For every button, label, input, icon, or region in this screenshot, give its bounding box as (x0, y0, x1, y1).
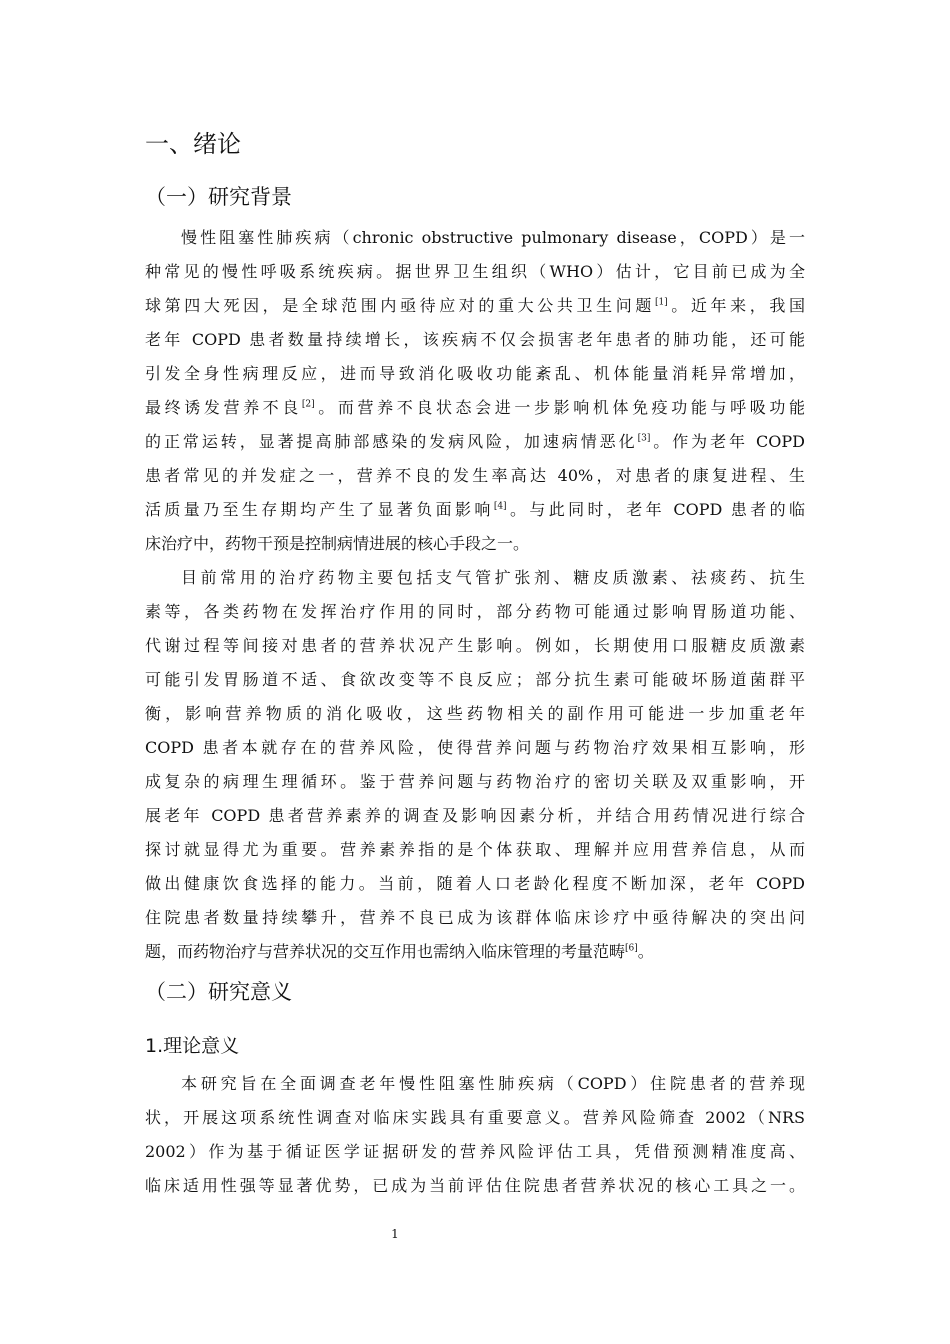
text-line: COPD 患者本就存在的营养风险，使得营养问题与药物治疗效果相互影响，形 (145, 738, 805, 757)
paragraph-background-1 (145, 221, 805, 561)
citation-ref: [1] (654, 297, 668, 308)
document-page (145, 0, 805, 1344)
text-line: 患者常见的并发症之一，营养不良的发生率高达 40%，对患者的康复进程、生 (145, 466, 805, 485)
text-line: 活质量乃至生存期均产生了显著负面影响[4]。与此同时，老年 COPD 患者的临 (145, 500, 805, 519)
citation-ref: [3] (637, 433, 651, 444)
text-line: 的正常运转，显著提高肺部感染的发病风险，加速病情恶化[3]。作为老年 COPD (145, 432, 805, 451)
text-line: 展老年 COPD 患者营养素养的调查及影响因素分析，并结合用药情况进行综合 (145, 806, 805, 825)
text-line: 球第四大死因，是全球范围内亟待应对的重大公共卫生问题[1]。近年来，我国 (145, 296, 805, 315)
text-line: 做出健康饮食选择的能力。当前，随着人口老龄化程度不断加深，老年 COPD (145, 874, 805, 893)
text-line: 题，而药物治疗与营养状况的交互作用也需纳入临床管理的考量范畴[6]。 (145, 942, 654, 961)
text-line: 状，开展这项系统性调查对临床实践具有重要意义。营养风险筛查 2002（NRS (145, 1108, 805, 1127)
section-heading-background: （一）研究背景 (145, 185, 292, 209)
paragraph-theory (145, 1067, 805, 1203)
text-line: 2002）作为基于循证医学证据研发的营养风险评估工具，凭借预测精准度高、 (145, 1142, 805, 1161)
text-line: 慢性阻塞性肺疾病（chronic obstructive pulmonary disease，COPD）是一 (181, 228, 805, 247)
text-line: 老年 COPD 患者数量持续增长，该疾病不仅会损害老年患者的肺功能，还可能 (145, 330, 805, 349)
text-line: 本研究旨在全面调查老年慢性阻塞性肺疾病（COPD）住院患者的营养现 (181, 1074, 805, 1093)
text-line: 成复杂的病理生理循环。鉴于营养问题与药物治疗的密切关联及双重影响，开 (145, 772, 805, 791)
text-line: 引发全身性病理反应，进而导致消化吸收功能紊乱、机体能量消耗异常增加， (145, 364, 805, 383)
citation-ref: [4] (493, 501, 507, 512)
subsection-heading-theory: 1.理论意义 (145, 1035, 240, 1057)
text-line: 素等，各类药物在发挥治疗作用的同时，部分药物可能通过影响胃肠道功能、 (145, 602, 805, 621)
text-line: 可能引发胃肠道不适、食欲改变等不良反应；部分抗生素可能破坏肠道菌群平 (145, 670, 805, 689)
text-line: 代谢过程等间接对患者的营养状况产生影响。例如，长期使用口服糖皮质激素 (145, 636, 805, 655)
text-line: 床治疗中，药物干预是控制病情进展的核心手段之一。 (145, 534, 530, 553)
paragraph-background-2 (145, 561, 805, 969)
page-number: 1 (391, 1227, 399, 1241)
chapter-heading: 一、绪论 (145, 130, 241, 158)
text-line: 临床适用性强等显著优势，已成为当前评估住院患者营养状况的核心工具之一。 (145, 1176, 805, 1195)
section-heading-significance: （二）研究意义 (145, 980, 292, 1004)
text-line: 目前常用的治疗药物主要包括支气管扩张剂、糖皮质激素、祛痰药、抗生 (181, 568, 805, 587)
text-line: 衡，影响营养物质的消化吸收，这些药物相关的副作用可能进一步加重老年 (145, 704, 805, 723)
text-line: 最终诱发营养不良[2]。而营养不良状态会进一步影响机体免疫功能与呼吸功能 (145, 398, 805, 417)
text-line: 种常见的慢性呼吸系统疾病。据世界卫生组织（WHO）估计，它目前已成为全 (145, 262, 805, 281)
citation-ref: [2] (301, 399, 315, 410)
text-line: 探讨就显得尤为重要。营养素养指的是个体获取、理解并应用营养信息，从而 (145, 840, 805, 859)
text-line: 住院患者数量持续攀升，营养不良已成为该群体临床诊疗中亟待解决的突出问 (145, 908, 805, 927)
citation-ref: [6] (625, 943, 638, 954)
